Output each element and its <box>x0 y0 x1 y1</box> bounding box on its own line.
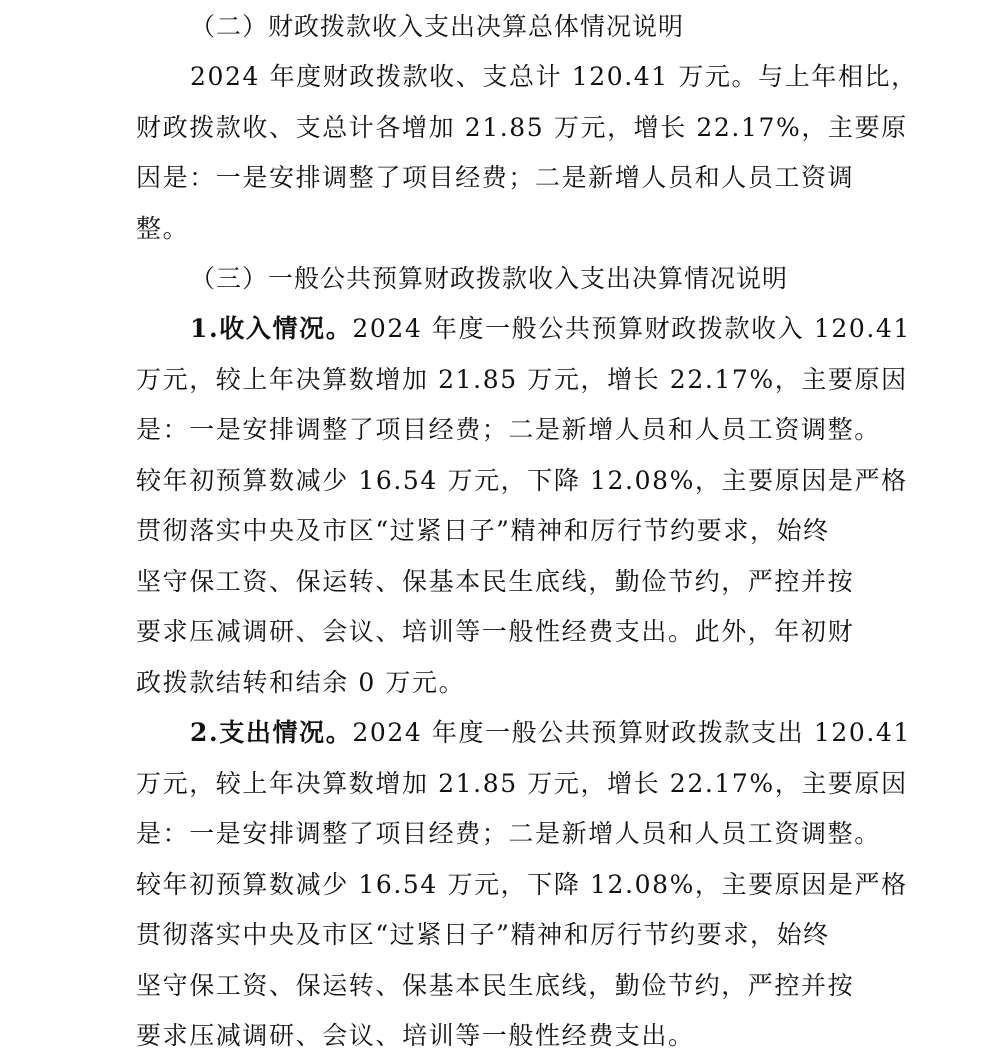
expense-line-1 <box>136 708 911 759</box>
expense-line-1-rest: 2024 年度一般公共预算财政拨款支出 120.41 <box>352 718 911 747</box>
expense-line-2: 万元，较上年决算数增加 21.85 万元，增长 22.17%，主要原因 <box>136 768 908 798</box>
expense-paragraph <box>136 708 911 1062</box>
section2-line-2: 财政拨款收、支总计各增加 21.85 万元，增长 22.17%，主要原 <box>136 112 908 142</box>
income-line-1-rest: 2024 年度一般公共预算财政拨款收入 120.41 <box>352 314 911 343</box>
section2-paragraph <box>136 52 918 254</box>
section2-heading: （二）财政拨款收入支出决算总体情况说明 <box>190 12 685 41</box>
expense-line-4: 较年初预算数减少 16.54 万元，下降 12.08%，主要原因是严格 <box>136 869 908 899</box>
income-line-5: 贯彻落实中央及市区“过紧日子”精神和厉行节约要求，始终 <box>136 516 830 545</box>
section2-line-1: 2024 年度财政拨款收、支总计 120.41 万元。与上年相比， <box>190 62 918 91</box>
income-line-6: 坚守保工资、保运转、保基本民生底线，勤俭节约，严控并按 <box>136 566 855 596</box>
expense-line-6: 坚守保工资、保运转、保基本民生底线，勤俭节约，严控并按 <box>136 970 855 1000</box>
income-line-8: 政拨款结转和结余 0 万元。 <box>136 667 466 697</box>
income-paragraph <box>136 304 911 708</box>
expense-line-5: 贯彻落实中央及市区“过紧日子”精神和厉行节约要求，始终 <box>136 920 830 949</box>
income-line-1 <box>136 304 911 355</box>
section3-heading: （三）一般公共预算财政拨款收入支出决算情况说明 <box>190 264 789 293</box>
expense-lead: 2.支出情况。 <box>190 718 353 747</box>
section2-line-4: 整。 <box>136 213 190 243</box>
expense-line-7: 要求压减调研、会议、培训等一般性经费支出。 <box>136 1021 695 1050</box>
income-line-3: 是：一是安排调整了项目经费；二是新增人员和人员工资调整。 <box>136 415 881 444</box>
income-line-2: 万元，较上年决算数增加 21.85 万元，增长 22.17%，主要原因 <box>136 364 908 394</box>
expense-line-3: 是：一是安排调整了项目经费；二是新增人员和人员工资调整。 <box>136 819 881 848</box>
income-line-4: 较年初预算数减少 16.54 万元，下降 12.08%，主要原因是严格 <box>136 465 908 495</box>
income-line-7: 要求压减调研、会议、培训等一般性经费支出。此外，年初财 <box>136 617 855 646</box>
section2-line-3: 因是：一是安排调整了项目经费；二是新增人员和人员工资调 <box>136 163 855 192</box>
income-lead: 1.收入情况。 <box>190 314 353 343</box>
